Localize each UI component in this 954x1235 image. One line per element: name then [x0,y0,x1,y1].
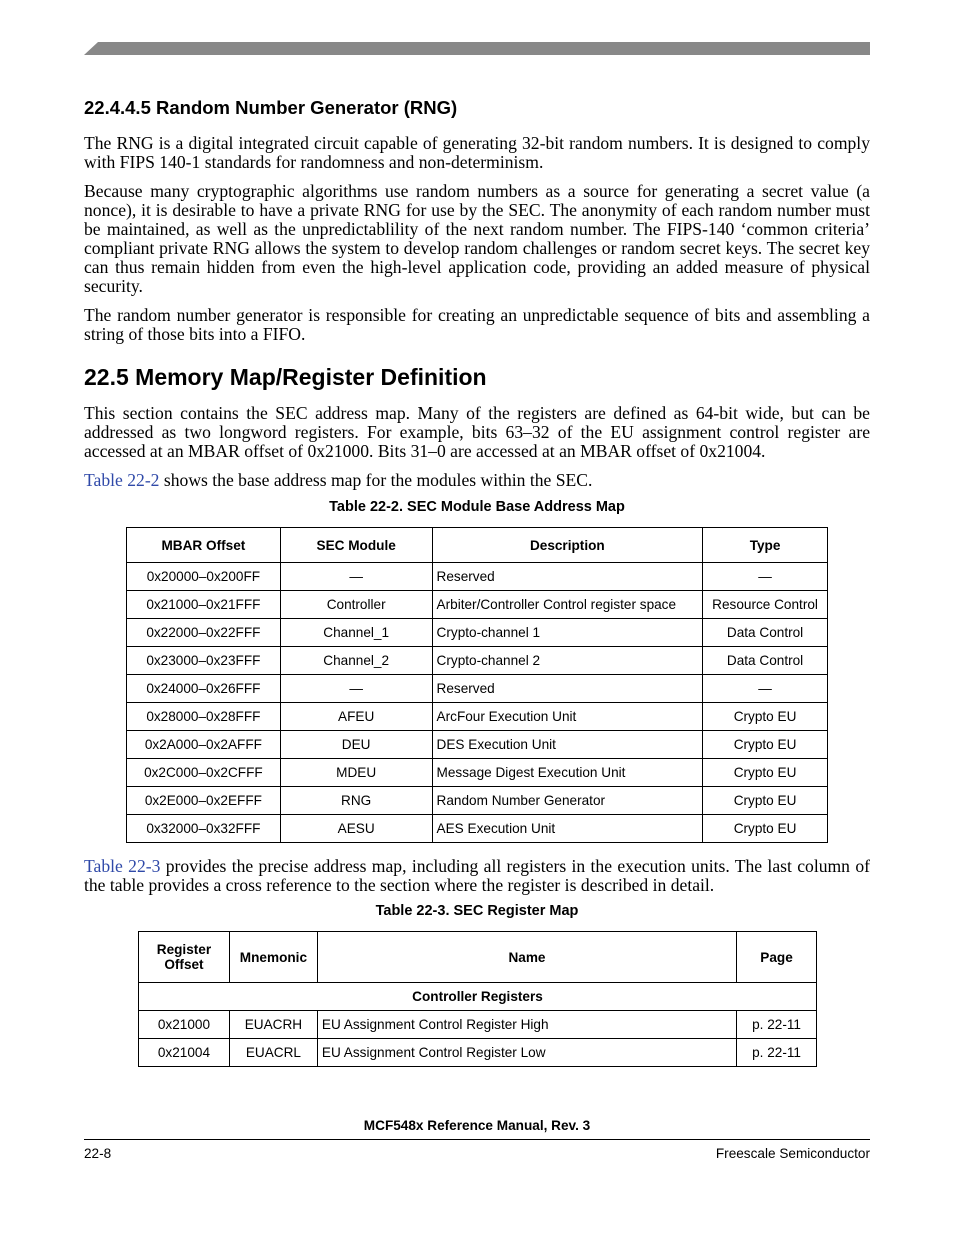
table-cell: Channel_2 [280,647,432,675]
table-cell: p. 22-11 [737,1011,817,1039]
column-header: Register Offset [139,932,230,983]
table-row [127,815,828,843]
table-cell: Channel_1 [280,619,432,647]
table-22-2-link[interactable]: Table 22-2 [84,470,160,490]
table-row [139,1011,817,1039]
footer-divider [84,1139,870,1140]
memmap-paragraph-3 [84,857,870,895]
rng-paragraph-1: The RNG is a digital integrated circuit capable of generating 32-bit random numbers. It is designed to comply with FIPS 140-1 standards for randomness and non-determinism. [84,133,870,172]
table-cell: 0x2E000–0x2EFFF [127,787,281,815]
table-cell: Crypto-channel 1 [432,619,703,647]
table-cell: Message Digest Execution Unit [432,759,703,787]
footer-manual-title: MCF548x Reference Manual, Rev. 3 [363,1118,591,1133]
table-cell: Controller [280,591,432,619]
table-row [127,731,828,759]
table-group-row [139,983,817,1011]
table-cell: — [703,675,828,703]
rng-paragraph-3: The random number generator is responsible for creating an unpredictable sequence of bits and assembling a string of those bits into a FIFO. [84,305,870,344]
table-cell: RNG [280,787,432,815]
table-22-3-link[interactable]: Table 22-3 [84,856,161,876]
memmap-paragraph-2-text: shows the base address map for the modules within the SEC. [159,470,593,490]
table-cell: Data Control [703,647,828,675]
table-cell: ArcFour Execution Unit [432,703,703,731]
group-label: Controller Registers [139,983,817,1011]
table-row [127,759,828,787]
table-cell: Crypto EU [703,815,828,843]
table-cell: Data Control [703,619,828,647]
footer-company: Freescale Semiconductor [715,1146,870,1161]
footer-page-number: 22-8 [84,1146,112,1161]
table-cell: Crypto EU [703,787,828,815]
table-cell: 0x32000–0x32FFF [127,815,281,843]
table-cell: — [280,563,432,591]
column-header: Page [737,932,817,983]
table-cell: DEU [280,731,432,759]
table-cell: 0x2A000–0x2AFFF [127,731,281,759]
section-heading-rng: 22.4.4.5 Random Number Generator (RNG) [84,97,458,118]
table-row [127,787,828,815]
table-row [127,563,828,591]
table-row [127,675,828,703]
memmap-paragraph-2 [84,471,870,490]
table-cell: 0x2C000–0x2CFFF [127,759,281,787]
table-cell: Reserved [432,563,703,591]
table-22-2 [126,527,828,843]
table-row [127,703,828,731]
table-cell: Crypto EU [703,703,828,731]
column-header: Name [317,932,736,983]
table-cell: AESU [280,815,432,843]
table-cell: 0x20000–0x200FF [127,563,281,591]
table-cell: 0x21000 [139,1011,230,1039]
table-cell: — [703,563,828,591]
table-cell: EU Assignment Control Register High [317,1011,736,1039]
column-header: Description [432,528,703,563]
column-header: Mnemonic [229,932,317,983]
table-cell: 0x22000–0x22FFF [127,619,281,647]
section-heading-memory-map: 22.5 Memory Map/Register Definition [84,364,487,390]
memmap-paragraph-1: This section contains the SEC address map. Many of the registers are defined as 64-bit wide, but can be addressed as two longword registers. For example, bits 63–32 of the EU assignment control register are accessed at an MBAR offset of 0x21000. Bits 31–0 are accessed at an MBAR offset of 0x21004. [84,403,870,461]
table-row [127,619,828,647]
table-22-3 [138,931,817,1067]
column-header: SEC Module [280,528,432,563]
table-cell: Random Number Generator [432,787,703,815]
table-22-2-caption: Table 22-2. SEC Module Base Address Map [329,499,625,515]
table-cell: — [280,675,432,703]
table-cell: 0x28000–0x28FFF [127,703,281,731]
table-cell: 0x24000–0x26FFF [127,675,281,703]
table-22-3-header-row [139,932,817,983]
table-cell: p. 22-11 [737,1039,817,1067]
table-row [139,1039,817,1067]
table-cell: AES Execution Unit [432,815,703,843]
table-cell: Crypto-channel 2 [432,647,703,675]
table-row [127,647,828,675]
table-cell: EUACRH [229,1011,317,1039]
table-cell: Arbiter/Controller Control register space [432,591,703,619]
table-cell: 0x21004 [139,1039,230,1067]
column-header: MBAR Offset [127,528,281,563]
table-cell: Resource Control [703,591,828,619]
table-22-2-header-row [127,528,828,563]
table-cell: Crypto EU [703,731,828,759]
table-cell: Crypto EU [703,759,828,787]
table-cell: DES Execution Unit [432,731,703,759]
table-row [127,591,828,619]
rng-paragraph-2: Because many cryptographic algorithms use random numbers as a source for generating a secret value (a nonce), it is desirable to have a private RNG for use by the SEC. The anonymity of each random number must be maintained, as well as the unpredictablility of the next random number. The FIPS-140 ‘common criteria’ compliant private RNG allows the system to develop random challenges or random secret keys. The secret key can thus remain hidden from even the high-level application code, providing an added measure of physical security. [84,181,870,296]
table-22-3-caption: Table 22-3. SEC Register Map [375,903,579,919]
header-decorative-bar [84,42,870,55]
table-cell: MDEU [280,759,432,787]
table-cell: AFEU [280,703,432,731]
memmap-paragraph-3-text: provides the precise address map, including all registers in the execution units. The last column of the table provides a cross reference to the section where the register is described in detail. [84,856,870,895]
table-cell: 0x21000–0x21FFF [127,591,281,619]
table-cell: Reserved [432,675,703,703]
column-header: Type [703,528,828,563]
table-cell: EUACRL [229,1039,317,1067]
table-cell: 0x23000–0x23FFF [127,647,281,675]
table-cell: EU Assignment Control Register Low [317,1039,736,1067]
